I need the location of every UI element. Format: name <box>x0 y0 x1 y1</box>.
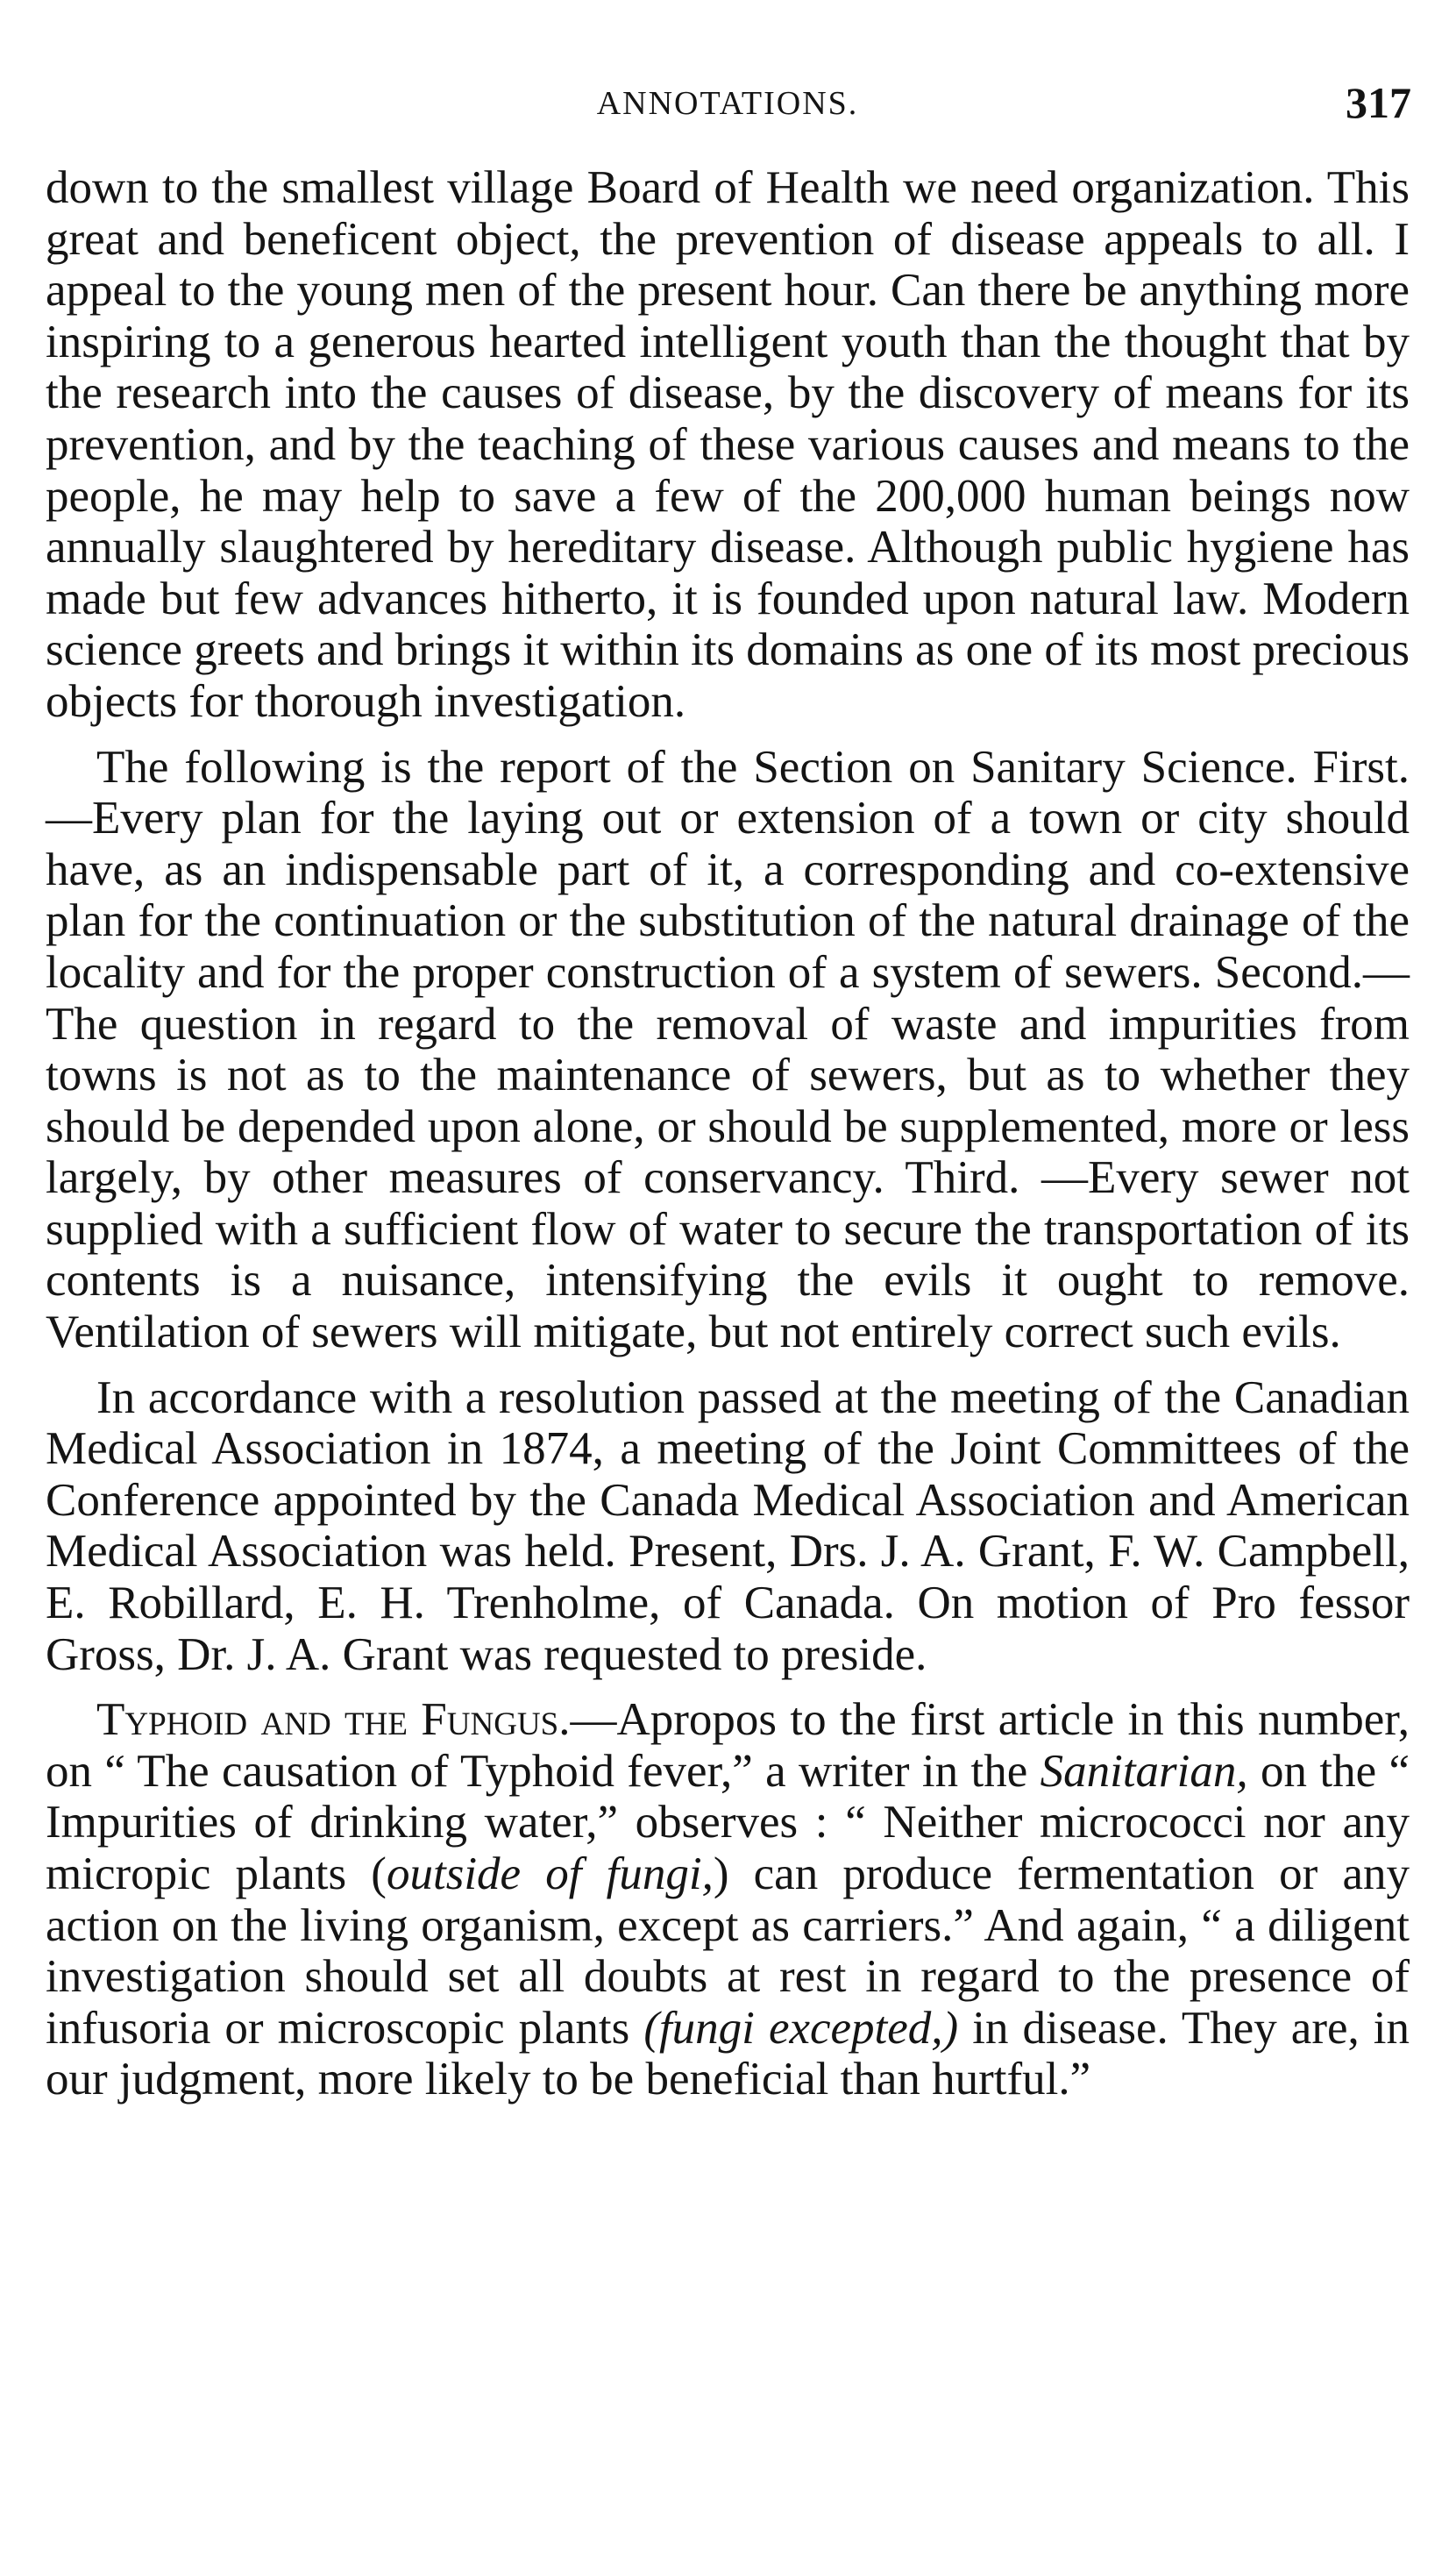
running-title: ANNOTATIONS. <box>596 85 859 122</box>
italic-run: (fungi excepted,) <box>643 2002 959 2054</box>
paragraph-joint-committees-meeting: In accordance with a resolution passed at the meeting of the Canadian Medical Association in 1874, a meeting of the Joint Committees of the Conference appointed by the Canada Medical Association and American Medical Association was held. Present, Drs. J. A. Grant, F. W. Campbell, E. Robillard, E. H. Trenholme, of Canada. On motion of Pro fessor Gross, Dr. J. A. Grant was requested to preside. <box>46 1371 1410 1680</box>
section-heading-typhoid-fungus: Typhoid and the Fungus. <box>96 1694 571 1746</box>
body-text <box>46 162 1410 2105</box>
paragraph-public-hygiene: down to the smallest village Board of Health we need organization. This great and beneficent object, the prevention of disease appeals to all. I appeal to the young men of the present hour. Can there be anything more inspiring to a generous hearted intelligent youth than the thought that by the research into the causes of disease, by the discovery of means for its prevention, and by the teaching of these various causes and means to the people, he may help to save a few of the 200,000 human beings now annually slaughtered by hereditary disease. Although public hygiene has made but few advances hitherto, it is founded upon natural law. Modern science greets and brings it within its domains as one of its most precious objects for thorough investigation. <box>46 162 1410 727</box>
paragraph-sanitary-science-report: The following is the report of the Section on Sanitary Science. First.—Every plan for the laying out or extension of a town or city should have, as an indispensable part of it, a corresponding and co-extensive plan for the continuation or the substitution of the natural drainage of the locality and for the proper construction of a system of sewers. Second.—The question in regard to the removal of waste and impurities from towns is not as to the maintenance of sewers, but as to whether they should be depended upon alone, or should be supplemented, more or less largely, by other measures of conservancy. Third. —Every sewer not supplied with a sufficient flow of water to secure the transportation of its contents is a nuisance, intensifying the evils it ought to remove. Ventilation of sewers will mitigate, but not entirely correct such evils. <box>46 741 1410 1358</box>
paragraph-typhoid-and-fungus <box>46 1694 1410 2105</box>
text-run: ) can produce fermentation or any action on the living organism, except as carriers.” And again, “ a diligent investigation should set all doubts at rest in regard to the presence of infusoria or microscopic plants <box>46 1848 1410 2054</box>
italic-run: outside of fungi, <box>386 1848 714 1899</box>
running-head <box>44 68 1411 139</box>
text-run: on the “ Impurities of drinking water,” observes : “ Neither micrococci nor any micropic plants ( <box>46 1745 1410 1899</box>
italic-run: Sanitarian, <box>1040 1745 1248 1797</box>
text-run: —Apropos to the first article in this number, on “ The causation of Typhoid fever,” a writer in the <box>46 1694 1410 1797</box>
page-number: 317 <box>1346 78 1411 127</box>
text-run: in disease. They are, in our judgment, more likely to be beneficial than hurtful.” <box>46 2002 1410 2105</box>
